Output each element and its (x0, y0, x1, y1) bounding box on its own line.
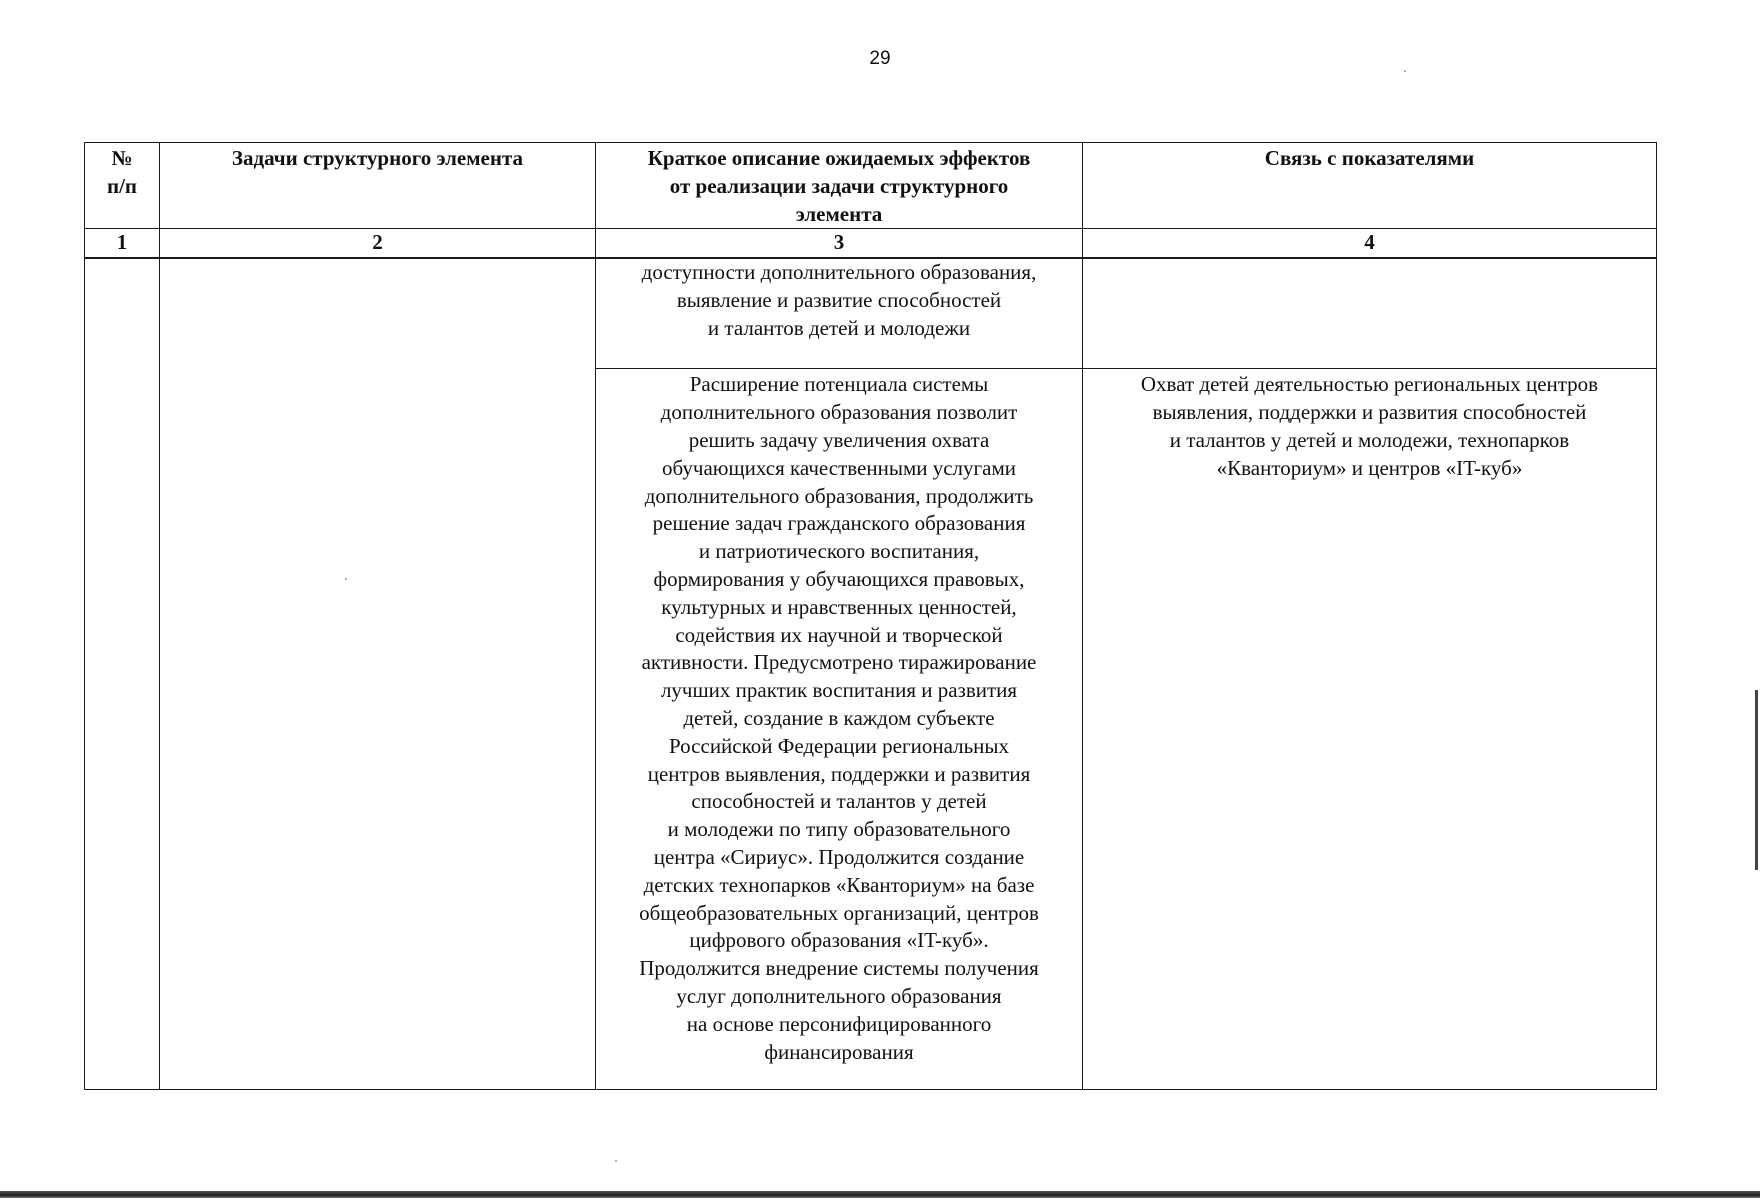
description-cell: доступности дополнительного образования, выявление и развитие способностей и талантов детей и молодежи (596, 258, 1083, 369)
column-number-row (85, 229, 1657, 259)
description-cell: Расширение потенциала системы дополнительного образования позволит решить задачу увеличения охвата обучающихся качественными услугами дополнительного образования, продолжить решение задач гражданского образования и патриотического воспитания, формирования у обучающихся правовых, культурных и нравственных ценностей, содействия их научной и творческой активности. Предусмотрено тиражирование лучших практик воспитания и развития детей, создание в каждом субъекте Российской Федерации региональных центров выявления, поддержки и развития способностей и талантов у детей и молодежи по типу образовательного центра «Сириус». Продолжится создание детских технопарков «Кванториум» на базе общеобразовательных организаций, центров цифрового образования «IT-куб». Продолжится внедрение системы получения услуг дополнительного образования на основе персонифицированного финансирования (596, 369, 1083, 1090)
page-number: 29 (869, 48, 891, 69)
header-indicators-link: Связь с показателями (1083, 143, 1657, 229)
scan-bottom-edge (0, 1191, 1760, 1198)
table-header-row (85, 143, 1657, 229)
column-number: 3 (596, 229, 1083, 259)
table-row (85, 258, 1657, 369)
scan-speck (345, 578, 347, 580)
column-number: 1 (85, 229, 160, 259)
header-number: № п/п (85, 143, 160, 229)
header-tasks: Задачи структурного элемента (160, 143, 596, 229)
row-number-cell (85, 258, 160, 1090)
scan-speck (615, 1160, 617, 1162)
indicators-cell (1083, 258, 1657, 369)
header-effects-description: Краткое описание ожидаемых эффектов от реализации задачи структурного элемента (596, 143, 1083, 229)
scan-speck (1404, 70, 1406, 72)
column-number: 2 (160, 229, 596, 259)
indicators-cell: Охват детей деятельностью региональных центров выявления, поддержки и развития способностей и талантов у детей и молодежи, технопарков «Кванториум» и центров «IT-куб» (1083, 369, 1657, 1090)
structural-element-table (84, 142, 1657, 1090)
task-cell (160, 258, 596, 1090)
scan-edge-shadow (1755, 690, 1758, 870)
column-number: 4 (1083, 229, 1657, 259)
